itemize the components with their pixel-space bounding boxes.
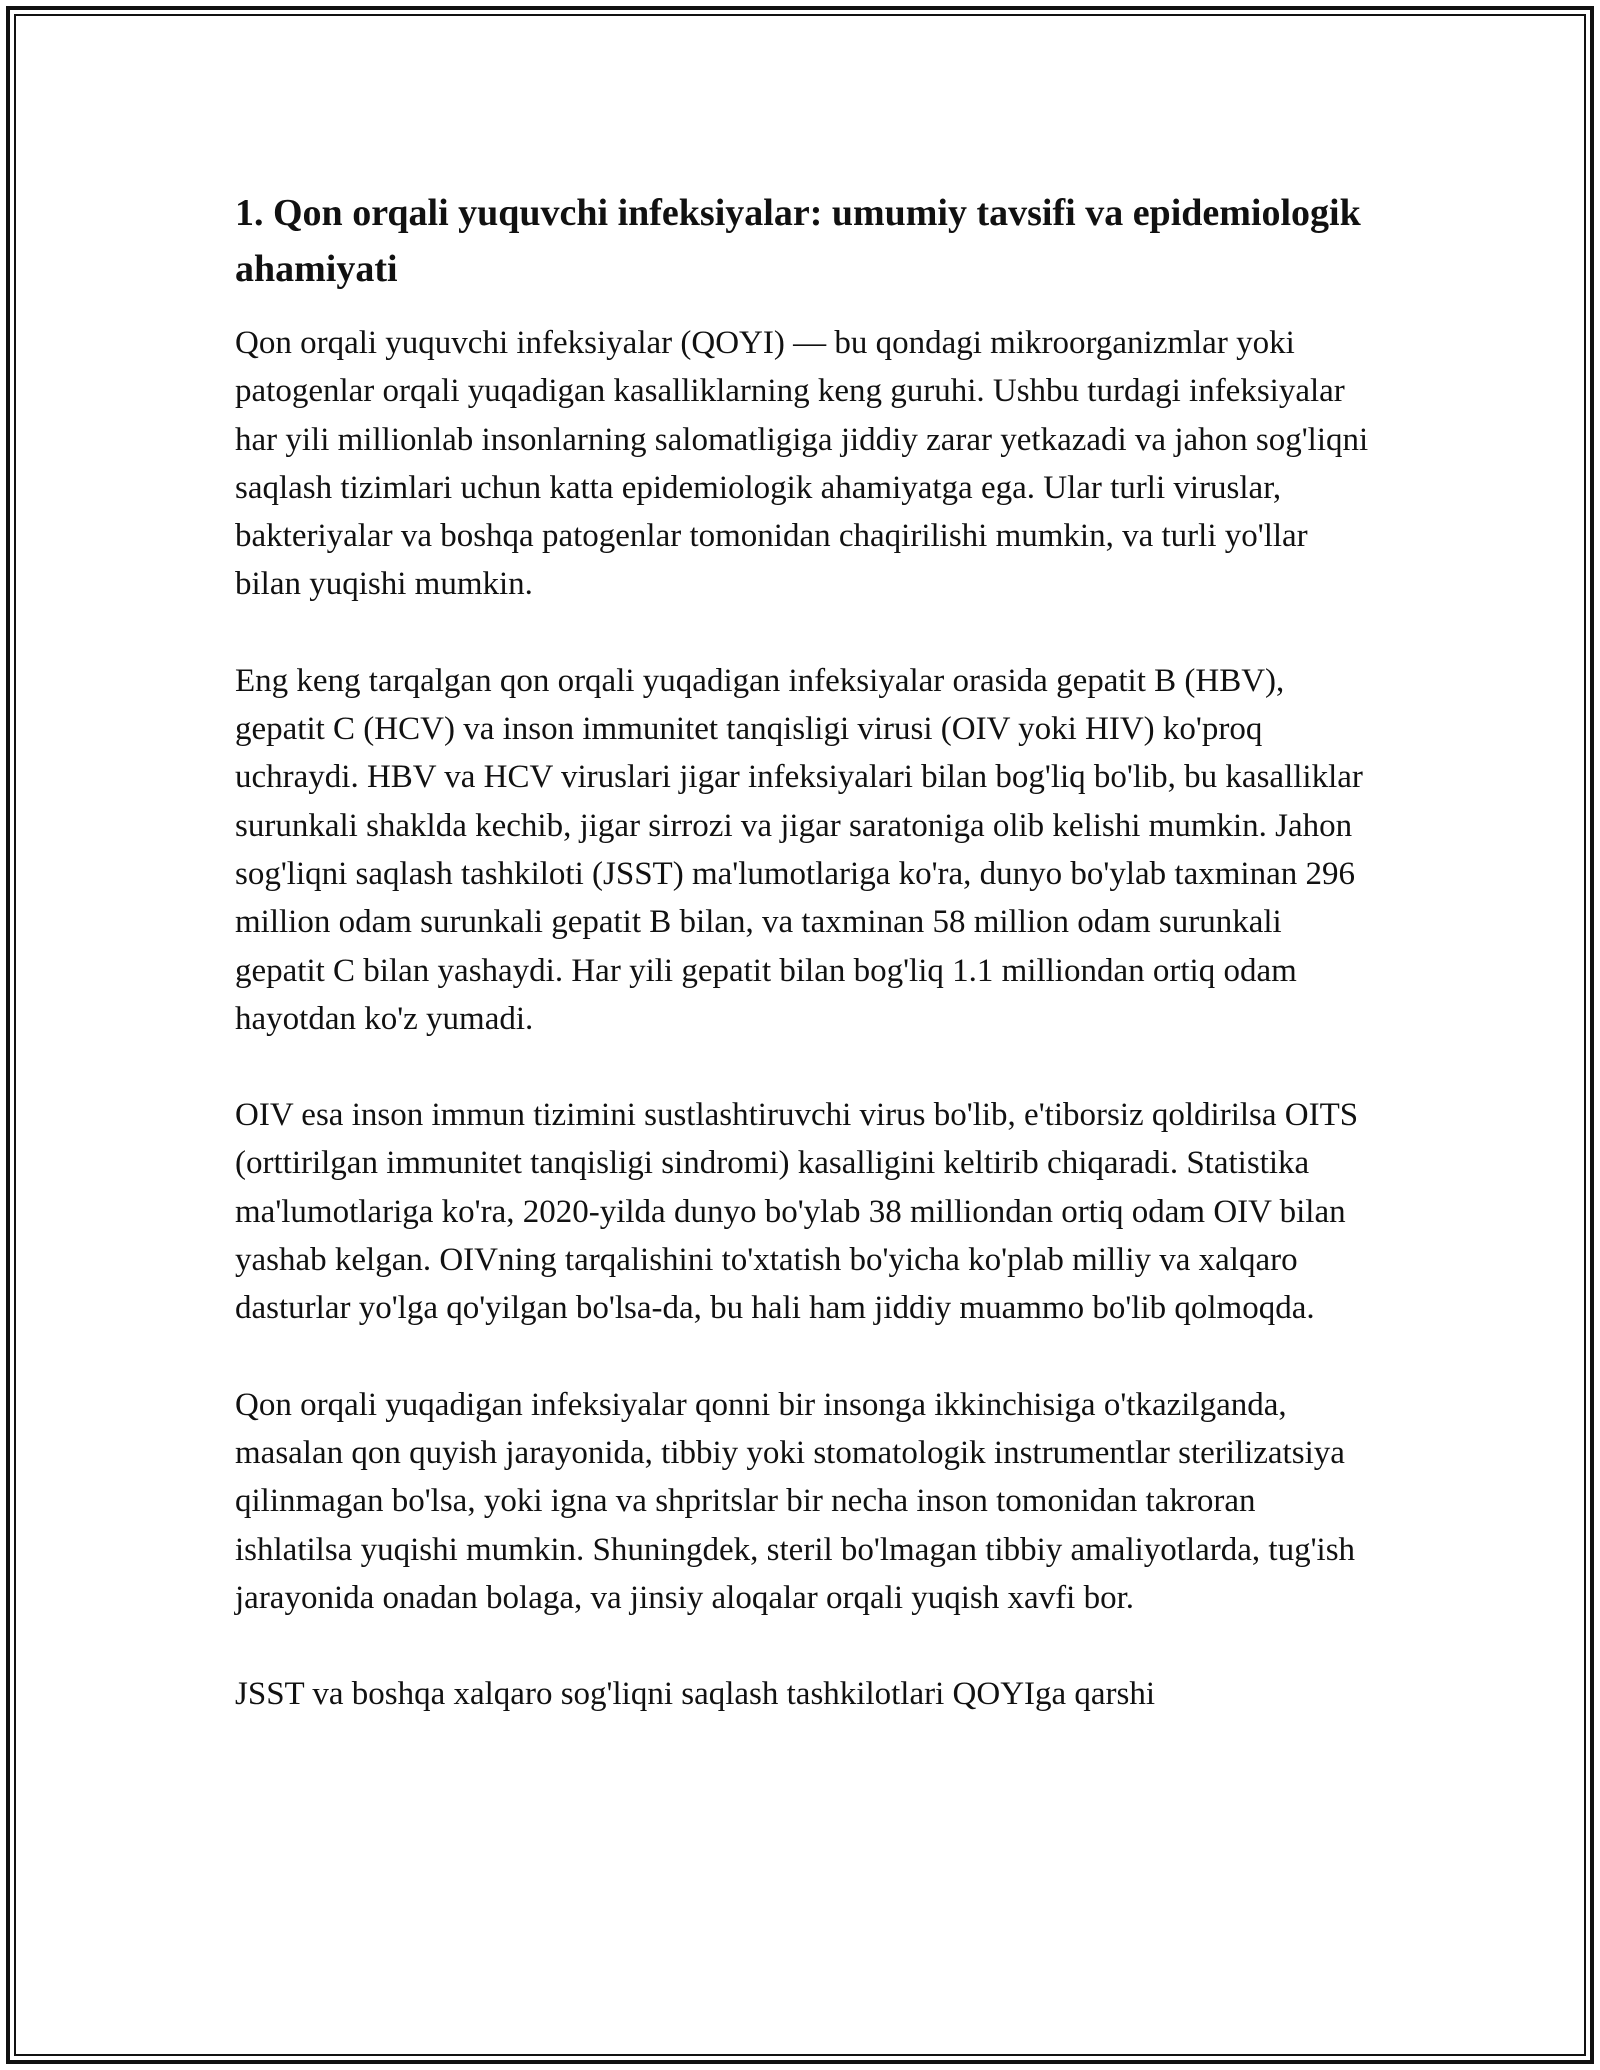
paragraph-who-continuation: JSST va boshqa xalqaro sog'liqni saqlash tashkilotlari QOYIga qarshi <box>235 1676 1156 1713</box>
section-heading: 1. Qon orqali yuquvchi infeksiyalar: umumiy tavsifi va epidemiologik ahamiyati <box>235 192 1361 290</box>
document-body <box>235 185 1370 1766</box>
paragraph-hepatitis: Eng keng tarqalgan qon orqali yuqadigan infeksiyalar orasida gepatit B (HBV), gepatit C (HCV) va inson immunitet tanqisligi virusi (OIV yoki HIV) ko'proq uchraydi. HBV va HCV viruslari jigar infeksiyalari bilan bog'liq bo'lib, bu kasalliklar surunkali shaklda kechib, jigar sirrozi va jigar saratoniga olib kelishi mumkin. Jahon sog'liqni saqlash tashkiloti (JSST) ma'lumotlariga ko'ra, dunyo bo'ylab taxminan 296 million odam surunkali gepatit B bilan, va taxminan 58 million odam surunkali gepatit C bilan yashaydi. Har yili gepatit bilan bog'liq 1.1 milliondan ortiq odam hayotdan ko'z yumadi. <box>235 662 1363 1037</box>
paragraph-transmission: Qon orqali yuqadigan infeksiyalar qonni bir insonga ikkinchisiga o'tkazilganda, masalan qon quyish jarayonida, tibbiy yoki stomatologik instrumentlar sterilizatsiya qilinmagan bo'lsa, yoki igna va shpritslar bir necha inson tomonidan takroran ishlatilsa yuqishi mumkin. Shuningdek, steril bo'lmagan tibbiy amaliyotlarda, tug'ish jarayonida onadan bolaga, va jinsiy aloqalar orqali yuqish xavfi bor. <box>235 1386 1356 1616</box>
paragraph-intro: Qon orqali yuquvchi infeksiyalar (QOYI) — bu qondagi mikroorganizmlar yoki patogenlar orqali yuqadigan kasalliklarning keng guruhi. Ushbu turdagi infeksiyalar har yili millionlab insonlarning salomatligiga jiddiy zarar yetkazadi va jahon sog'liqni saqlash tizimlari uchun katta epidemiologik ahamiyatga ega. Ular turli viruslar, bakteriyalar va boshqa patogenlar tomonidan chaqirilishi mumkin, va turli yo'llar bilan yuqishi mumkin. <box>235 325 1369 603</box>
paragraph-hiv: OIV esa inson immun tizimini sustlashtiruvchi virus bo'lib, e'tiborsiz qoldirilsa OITS (orttirilgan immunitet tanqisligi sindromi) kasalligini keltirib chiqaradi. Statistika ma'lumotlariga ko'ra, 2020-yilda dunyo bo'ylab 38 milliondan ortiq odam OIV bilan yashab kelgan. OIVning tarqalishini to'xtatish bo'yicha ko'plab milliy va xalqaro dasturlar yo'lga qo'yilgan bo'lsa-da, bu hali ham jiddiy muammo bo'lib qolmoqda. <box>235 1097 1359 1327</box>
